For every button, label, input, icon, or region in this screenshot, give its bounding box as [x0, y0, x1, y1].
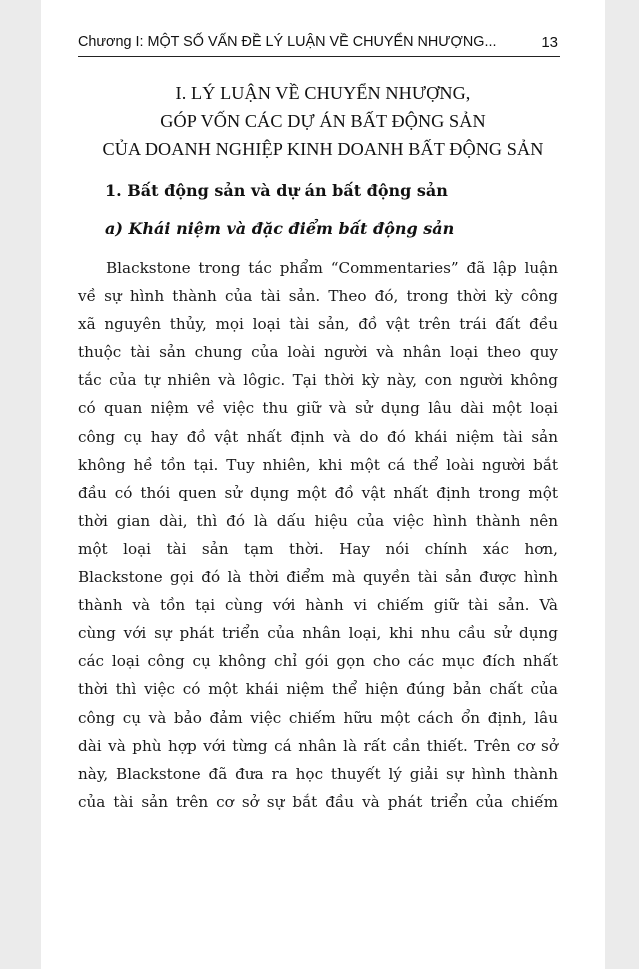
page-number: 13 [541, 34, 558, 51]
text-line: công cụ hay đồ vật nhất định và do đó khái niệm tài sản [78, 427, 558, 446]
text-line: Blackstone trong tác phẩm “Commentaries” đã lập luận [106, 259, 558, 277]
text-line: thuộc tài sản chung của loài người và nhân loại theo quy [78, 343, 558, 362]
book-page [41, 0, 605, 969]
section-heading-line: CỦA DOANH NGHIỆP KINH DOANH BẤT ĐỘNG SẢN [102, 139, 544, 159]
running-header [78, 34, 560, 57]
text-line: thời thì việc có một khái niệm thể hiện đúng bản chất của [78, 680, 558, 699]
chapter-title: Chương I: MỘT SỐ VẤN ĐỀ LÝ LUẬN VỀ CHUYỂN NHƯỢNG... [78, 34, 497, 50]
text-line: các loại công cụ không chỉ gói gọn cho các mục đích nhất [78, 652, 558, 671]
text-line: này, Blackstone đã đưa ra học thuyết lý giải sự hình thành [78, 764, 558, 783]
text-line: Blackstone gọi đó là thời điểm mà quyền tài sản được hình [78, 568, 558, 587]
text-line: dài và phù hợp với từng cá nhân là rất cần thiết. Trên cơ sở [78, 736, 558, 755]
text-line: xã nguyên thủy, mọi loại tài sản, đồ vật trên trái đất đều [78, 315, 558, 334]
text-line: có quan niệm về việc thu giữ và sử dụng lâu dài một loại [78, 399, 558, 418]
text-line: thành và tồn tại cùng với hành vi chiếm giữ tài sản. Và [78, 596, 558, 615]
body-paragraph [78, 254, 558, 816]
section-heading-line: GÓP VỐN CÁC DỰ ÁN BẤT ĐỘNG SẢN [160, 111, 486, 131]
text-line: đầu có thói quen sử dụng một đồ vật nhất định trong một [78, 483, 558, 502]
subsection-heading: 1. Bất động sản và dự án bất động sản [105, 181, 448, 200]
text-line: của tài sản trên cơ sở sự bắt đầu và phát triển của chiếm [78, 792, 558, 811]
text-line: không hề tồn tại. Tuy nhiên, khi một cá thể loài người bắt [78, 455, 558, 474]
section-heading-line: I. LÝ LUẬN VỀ CHUYỂN NHƯỢNG, [175, 83, 471, 103]
text-line: công cụ và bảo đảm việc chiếm hữu một cách ổn định, lâu [78, 708, 558, 727]
subsubsection-heading: a) Khái niệm và đặc điểm bất động sản [105, 219, 455, 238]
text-line: thời gian dài, thì đó là dấu hiệu của việc hình thành nên [78, 511, 558, 530]
text-line: về sự hình thành của tài sản. Theo đó, trong thời kỳ công [78, 287, 558, 306]
section-heading [41, 79, 605, 163]
text-line: tắc của tự nhiên và lôgic. Tại thời kỳ này, con người không [78, 371, 558, 390]
text-line: một loại tài sản tạm thời. Hay nói chính xác hơn, [78, 539, 558, 558]
text-line: cùng với sự phát triển của nhân loại, khi nhu cầu sử dụng [78, 624, 558, 643]
